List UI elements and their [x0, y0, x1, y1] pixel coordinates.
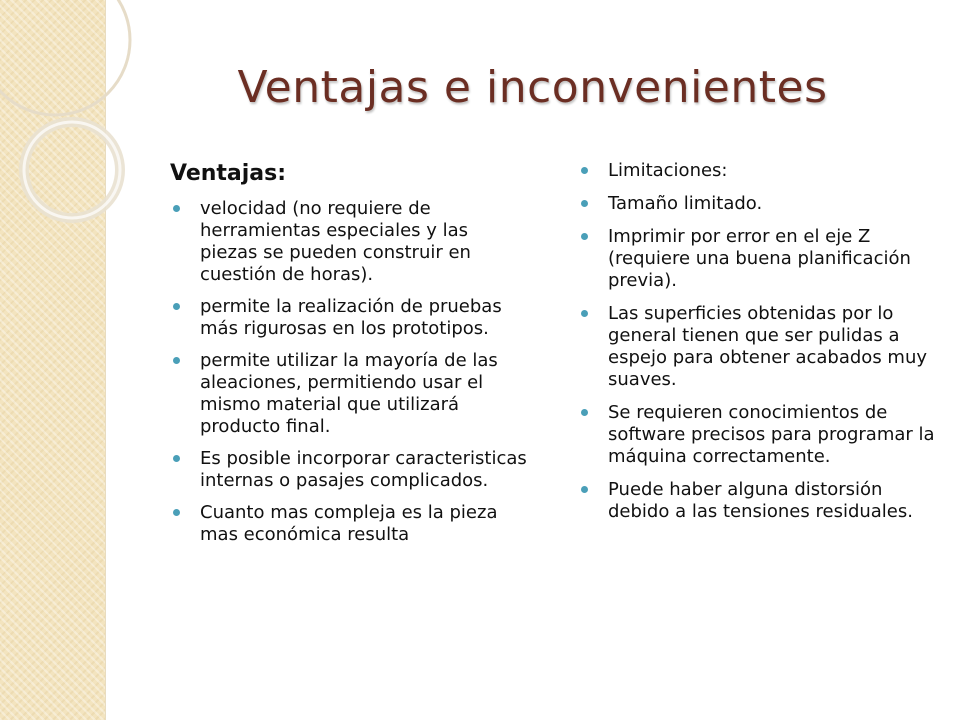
limitation-item	[578, 160, 938, 182]
limitation-item	[578, 479, 938, 523]
bullet-icon	[581, 233, 588, 240]
advantages-column	[170, 160, 530, 556]
limitation-text: Limitaciones:	[608, 160, 728, 181]
advantage-text: velocidad (no requiere de herramientas especiales y las piezas se pueden construir en cuestión de horas).	[200, 198, 471, 285]
limitation-item	[578, 193, 938, 215]
advantage-text: permite la realización de pruebas más rigurosas en los prototipos.	[200, 296, 502, 339]
decorative-circle-inner	[24, 122, 120, 218]
advantage-text: Es posible incorporar caracteristicas internas o pasajes complicados.	[200, 448, 527, 491]
advantage-item	[170, 198, 530, 286]
advantage-text: Cuanto mas compleja es la pieza mas económica resulta	[200, 502, 498, 545]
advantages-heading: Ventajas:	[170, 161, 287, 186]
bullet-icon	[173, 205, 180, 212]
bullet-icon	[581, 409, 588, 416]
bullet-icon	[581, 167, 588, 174]
limitation-item	[578, 303, 938, 391]
limitation-text: Se requieren conocimientos de software precisos para programar la máquina correctamente.	[608, 402, 935, 467]
advantage-text: permite utilizar la mayoría de las aleaciones, permitiendo usar el mismo material que utilizará producto final.	[200, 350, 498, 437]
bullet-icon	[173, 357, 180, 364]
limitation-item	[578, 226, 938, 292]
advantage-item	[170, 296, 530, 340]
bullet-icon	[581, 310, 588, 317]
bullet-icon	[581, 200, 588, 207]
limitations-list	[578, 160, 938, 523]
advantage-item	[170, 350, 530, 438]
limitation-text: Imprimir por error en el eje Z (requiere una buena planificación previa).	[608, 226, 911, 291]
limitation-text: Tamaño limitado.	[608, 193, 763, 214]
limitation-text: Las superficies obtenidas por lo general tienen que ser pulidas a espejo para obtener acabados muy suaves.	[608, 303, 928, 390]
bullet-icon	[581, 486, 588, 493]
advantages-list	[170, 198, 530, 546]
advantage-item	[170, 502, 530, 546]
advantage-item	[170, 448, 530, 492]
bullet-icon	[173, 509, 180, 516]
limitations-column	[578, 160, 938, 534]
slide-title: Ventajas e inconvenientes	[237, 62, 828, 113]
bullet-icon	[173, 455, 180, 462]
limitation-text: Puede haber alguna distorsión debido a las tensiones residuales.	[608, 479, 913, 522]
limitation-item	[578, 402, 938, 468]
bullet-icon	[173, 303, 180, 310]
